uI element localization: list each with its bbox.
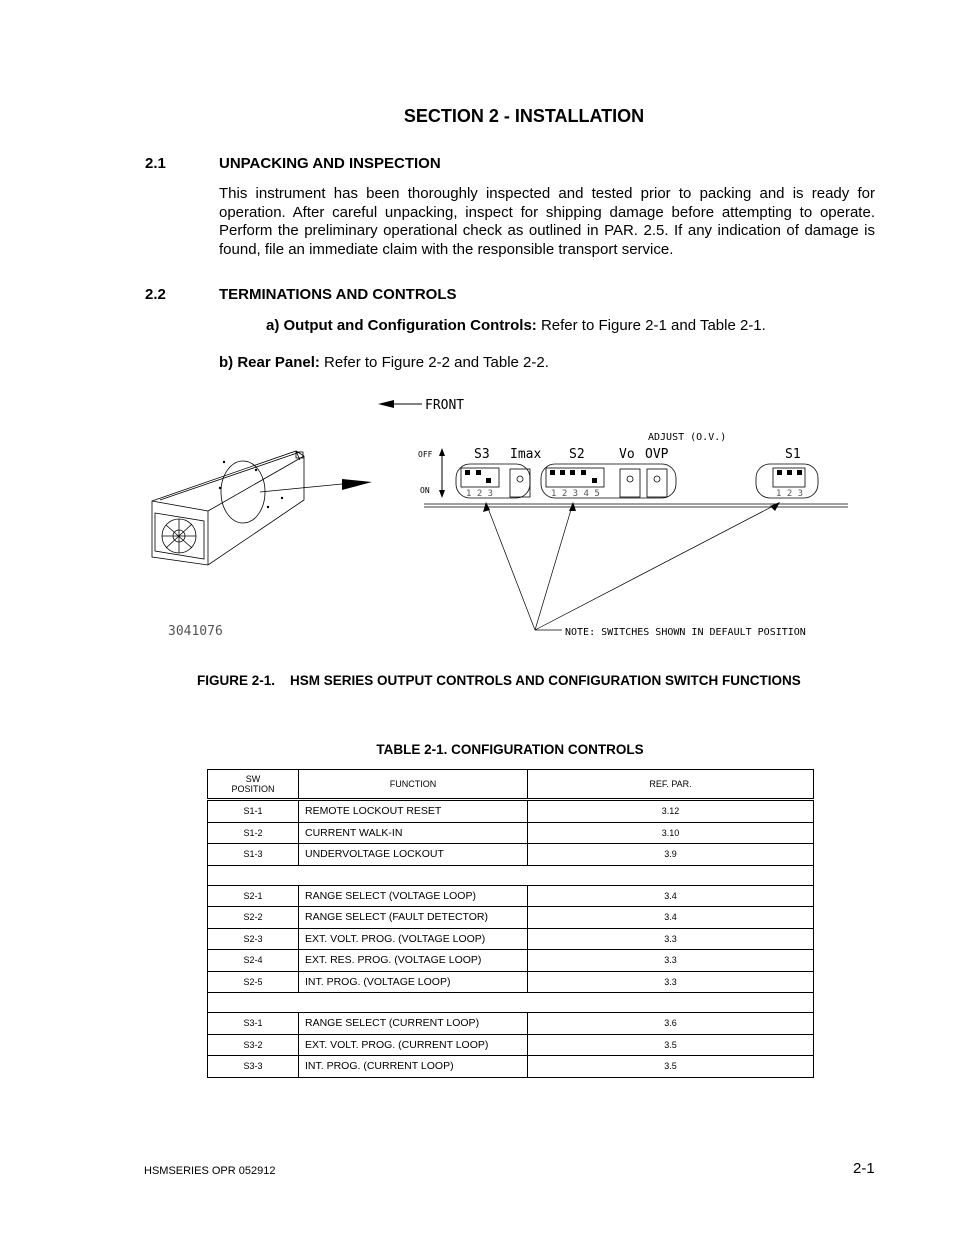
s1-digits: 1 2 3 bbox=[776, 489, 804, 499]
cell-function: EXT. VOLT. PROG. (VOLTAGE LOOP) bbox=[299, 928, 528, 950]
cell-position: S2-2 bbox=[208, 907, 299, 929]
cell-ref: 3.4 bbox=[528, 907, 814, 929]
configuration-controls-table bbox=[207, 769, 814, 1078]
s1-label: S1 bbox=[785, 447, 801, 462]
separator-cell bbox=[208, 865, 814, 885]
cell-position: S3-3 bbox=[208, 1056, 299, 1078]
cell-ref: 3.5 bbox=[528, 1034, 814, 1056]
cell-position: S2-4 bbox=[208, 950, 299, 972]
on-label: ON bbox=[420, 486, 430, 495]
item-a-label: a) Output and Configuration Controls: bbox=[266, 317, 537, 334]
off-on-arrow bbox=[439, 448, 445, 498]
header-position: POSITION bbox=[231, 784, 275, 794]
ovp-label: OVP bbox=[645, 447, 669, 462]
figure-caption: FIGURE 2-1. HSM SERIES OUTPUT CONTROLS AND CONFIGURATION SWITCH FUNCTIONS bbox=[197, 673, 801, 688]
table-row bbox=[208, 844, 814, 866]
cell-function: INT. PROG. (CURRENT LOOP) bbox=[299, 1056, 528, 1078]
front-label: FRONT bbox=[425, 398, 465, 413]
header-sw-position bbox=[208, 770, 299, 800]
front-arrow bbox=[378, 400, 422, 408]
cell-function: CURRENT WALK-IN bbox=[299, 822, 528, 844]
cell-ref: 3.3 bbox=[528, 928, 814, 950]
table-row bbox=[208, 800, 814, 823]
cell-function: REMOTE LOCKOUT RESET bbox=[299, 800, 528, 823]
table-row bbox=[208, 971, 814, 993]
table-row bbox=[208, 822, 814, 844]
table-row bbox=[208, 928, 814, 950]
off-label: OFF bbox=[418, 450, 433, 459]
header-function: FUNCTION bbox=[299, 770, 528, 800]
cell-position: S2-5 bbox=[208, 971, 299, 993]
cell-function: INT. PROG. (VOLTAGE LOOP) bbox=[299, 971, 528, 993]
dip-switch-actuators bbox=[465, 470, 802, 483]
cell-position: S2-3 bbox=[208, 928, 299, 950]
table-row bbox=[208, 1013, 814, 1035]
header-ref-par: REF. PAR. bbox=[528, 770, 814, 800]
cell-ref: 3.4 bbox=[528, 885, 814, 907]
item-b-text: Refer to Figure 2-2 and Table 2-2. bbox=[319, 354, 549, 371]
section-2-2-heading: TERMINATIONS AND CONTROLS bbox=[219, 286, 457, 303]
unit-isometric-drawing bbox=[152, 451, 342, 565]
cell-ref: 3.3 bbox=[528, 971, 814, 993]
panel-outlines bbox=[424, 464, 848, 507]
leader-arrow-s2 bbox=[569, 502, 576, 511]
cell-ref: 3.6 bbox=[528, 1013, 814, 1035]
cell-position: S3-1 bbox=[208, 1013, 299, 1035]
s2-digits: 1 2 3 4 5 bbox=[551, 489, 600, 499]
section-2-2-number: 2.2 bbox=[145, 286, 166, 303]
table-header-row bbox=[208, 770, 814, 800]
cell-position: S3-2 bbox=[208, 1034, 299, 1056]
cell-position: S1-3 bbox=[208, 844, 299, 866]
vo-label: Vo bbox=[619, 447, 635, 462]
s3-digits: 1 2 3 bbox=[466, 489, 494, 499]
cell-ref: 3.12 bbox=[528, 800, 814, 823]
table-row bbox=[208, 885, 814, 907]
cell-function: RANGE SELECT (FAULT DETECTOR) bbox=[299, 907, 528, 929]
section-2-1-body: This instrument has been thoroughly inspected and tested prior to packing and is ready for operation. After careful unpacking, inspect for shipping damage before attempting to operate. Perform the preliminary operational check as outlined in PAR. 2.5. If any indication of damage is found, file an immediate claim with the responsible transport service. bbox=[219, 185, 875, 259]
item-b-label: b) Rear Panel: bbox=[219, 354, 320, 371]
cell-position: S2-1 bbox=[208, 885, 299, 907]
cell-ref: 3.10 bbox=[528, 822, 814, 844]
table-row bbox=[208, 1034, 814, 1056]
table-separator-row bbox=[208, 993, 814, 1013]
cell-function: EXT. VOLT. PROG. (CURRENT LOOP) bbox=[299, 1034, 528, 1056]
footer-document-id: HSMSERIES OPR 052912 bbox=[144, 1165, 276, 1177]
page-number: 2-1 bbox=[853, 1160, 875, 1177]
leader-arrow-s1 bbox=[770, 502, 780, 511]
cell-ref: 3.5 bbox=[528, 1056, 814, 1078]
cell-function: RANGE SELECT (CURRENT LOOP) bbox=[299, 1013, 528, 1035]
pointer-arrow bbox=[342, 479, 372, 490]
table-separator-row bbox=[208, 865, 814, 885]
header-sw: SW bbox=[245, 774, 261, 784]
section-2-1-number: 2.1 bbox=[145, 155, 166, 172]
section-2-1-heading: UNPACKING AND INSPECTION bbox=[219, 155, 441, 172]
cell-position: S1-2 bbox=[208, 822, 299, 844]
cell-function: EXT. RES. PROG. (VOLTAGE LOOP) bbox=[299, 950, 528, 972]
note-leader-lines bbox=[486, 503, 779, 630]
table-row bbox=[208, 1056, 814, 1078]
default-position-note: NOTE: SWITCHES SHOWN IN DEFAULT POSITION bbox=[565, 627, 806, 638]
table-row bbox=[208, 950, 814, 972]
s2-label: S2 bbox=[569, 447, 585, 462]
cell-function: UNDERVOLTAGE LOCKOUT bbox=[299, 844, 528, 866]
table-row bbox=[208, 907, 814, 929]
s3-label: S3 bbox=[474, 447, 490, 462]
cell-position: S1-1 bbox=[208, 800, 299, 823]
adjust-label: ADJUST (O.V.) bbox=[648, 432, 727, 443]
table-title: TABLE 2-1. CONFIGURATION CONTROLS bbox=[376, 742, 644, 757]
imax-label: Imax bbox=[510, 447, 542, 462]
cell-function: RANGE SELECT (VOLTAGE LOOP) bbox=[299, 885, 528, 907]
cell-ref: 3.9 bbox=[528, 844, 814, 866]
drawing-number: 3041076 bbox=[168, 624, 223, 639]
separator-cell bbox=[208, 993, 814, 1013]
section-title: SECTION 2 - INSTALLATION bbox=[403, 106, 645, 126]
cell-ref: 3.3 bbox=[528, 950, 814, 972]
item-a-text: Refer to Figure 2-1 and Table 2-1. bbox=[536, 317, 766, 334]
